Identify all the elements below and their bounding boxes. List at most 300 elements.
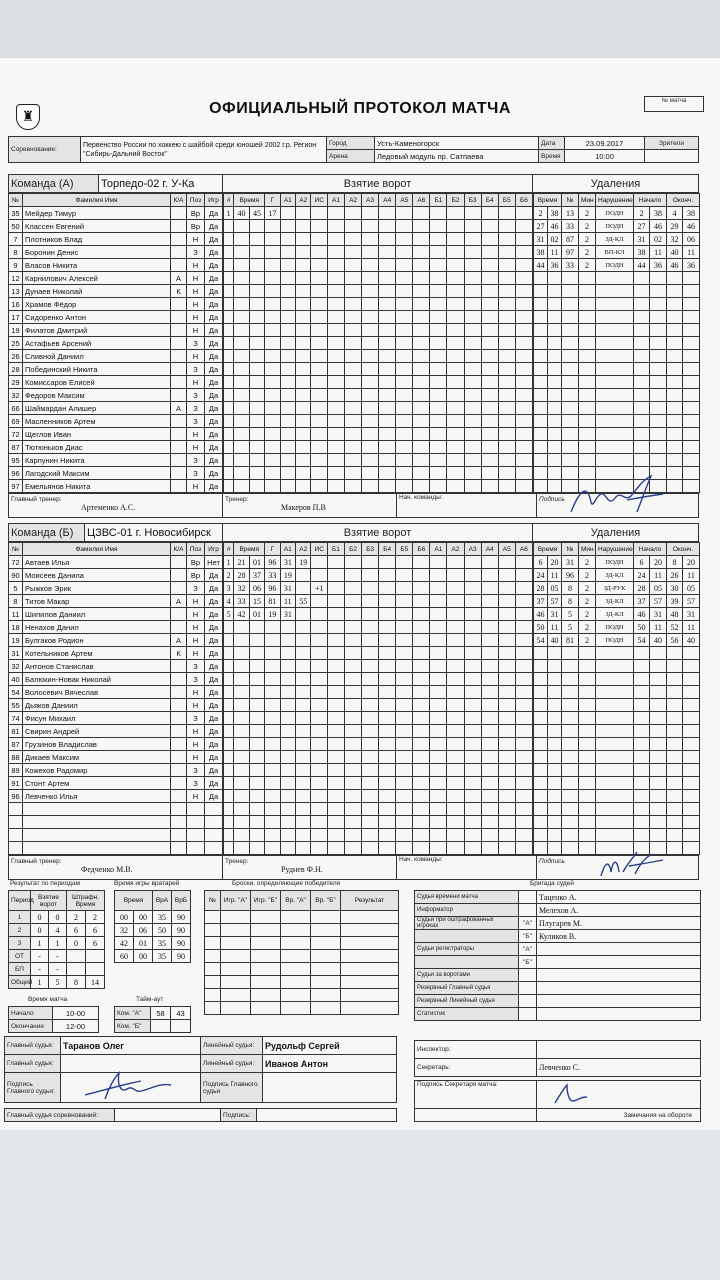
shootout-cell [251,1002,281,1015]
team-b-header [8,523,699,542]
table-row [9,324,223,337]
goal-cell [234,220,249,233]
goal-player-cell [515,389,532,402]
goal-player-cell [447,738,464,751]
goal-player-cell [447,634,464,647]
goal-player-cell [345,480,362,493]
table-row [9,963,105,976]
player-name: Котельников Артем [23,647,171,660]
goal-cell [249,415,264,428]
goal-player-cell [362,259,379,272]
goal-cell [296,428,311,441]
player-number: 17 [9,311,23,324]
penalty-cell [596,764,634,777]
penalty-cell [650,647,667,660]
goal-cell: 15 [249,595,264,608]
penalty-cell [534,428,548,441]
goal-cell [296,480,311,493]
player-position [187,803,205,816]
penalty-cell [534,725,548,738]
player-number: 11 [9,608,23,621]
goal-player-cell [498,272,515,285]
goal-player-cell [464,415,481,428]
penalty-cell [634,738,650,751]
period-cell: - [49,950,67,963]
goal-player-cell [515,337,532,350]
goal-cell [280,803,295,816]
goal-player-cell [481,634,498,647]
goal-player-cell [447,311,464,324]
penalty-cell [650,285,667,298]
player-position: Н [187,738,205,751]
goal-player-cell [430,480,447,493]
goal-player-cell [345,285,362,298]
penalty-cell [683,428,700,441]
goal-cell [280,621,295,634]
inspector-table: Инспектор: Секретарь: Левченко С. [414,1040,701,1077]
table-row [415,956,701,969]
goal-player-cell [464,324,481,337]
table-row [9,402,223,415]
penalty-cell [534,803,548,816]
penalty-cell: 37 [634,595,650,608]
player-name [23,829,171,842]
table-row [9,803,223,816]
table-row [534,220,700,233]
goal-cell [296,712,311,725]
goal-player-cell [327,595,344,608]
table-row [224,582,533,595]
referee-side: "Б" [519,956,537,969]
penalty-cell: 36 [683,259,700,272]
goal-player-cell [396,777,413,790]
goal-cell [311,634,327,647]
goal-cell: 1 [224,556,234,569]
goal-player-cell [481,454,498,467]
goal-player-cell [396,842,413,855]
goal-player-cell [379,324,396,337]
table-row [534,738,700,751]
goal-cell [280,712,295,725]
period-cell: Общий [9,976,31,989]
goal-cell [234,389,249,402]
table-row [9,608,223,621]
referee-side [519,969,537,982]
penalty-cell [596,777,634,790]
goal-player-cell [379,673,396,686]
player-number: 97 [9,480,23,493]
goal-player-cell [362,647,379,660]
goal-player-cell [447,415,464,428]
player-name: Свирин Андрей [23,725,171,738]
shootout-cell [341,989,399,1002]
penalty-cell [634,428,650,441]
goal-cell [265,389,280,402]
goalie-cell: 90 [172,937,191,950]
table-row [534,608,700,621]
penalty-cell [579,428,596,441]
table-row [224,673,533,686]
goal-player-cell [447,660,464,673]
player-position: Вр [187,569,205,582]
goal-player-cell [447,441,464,454]
goal-cell [265,454,280,467]
goal-player-cell [362,454,379,467]
penalty-cell [683,389,700,402]
player-role [171,621,187,634]
goal-player-cell [345,298,362,311]
goal-cell [249,259,264,272]
goal-player-cell [464,337,481,350]
player-plays: Да [205,428,223,441]
goal-cell [296,582,311,595]
goal-player-cell [396,454,413,467]
penalty-cell [683,751,700,764]
goal-player-cell [327,415,344,428]
goal-cell [234,725,249,738]
penalty-cell: ПОДН [596,621,634,634]
match-end: 12-00 [53,1020,99,1033]
goal-cell [249,389,264,402]
goal-cell [265,777,280,790]
shootout-cell [311,963,341,976]
goal-cell [280,389,295,402]
goal-player-cell [362,233,379,246]
goal-cell [296,738,311,751]
table-row [9,950,105,963]
goal-player-cell [430,441,447,454]
team-a-signature-label: Подпись [539,496,565,503]
player-plays: Да [205,712,223,725]
goal-player-cell [396,285,413,298]
goal-cell [296,220,311,233]
player-position: Н [187,595,205,608]
goal-player-cell [345,608,362,621]
penalty-cell [683,285,700,298]
goal-player-cell [396,556,413,569]
goal-player-cell [515,311,532,324]
penalty-cell: ЗД-КЛ [596,233,634,246]
goal-cell: 31 [280,582,295,595]
team-b-coach-label: Тренер: [225,858,249,865]
penalty-cell [667,686,683,699]
table-row [224,660,533,673]
goal-player-cell [396,660,413,673]
player-role: К [171,285,187,298]
goal-player-cell [379,712,396,725]
player-plays [205,842,223,855]
goal-player-cell [430,647,447,660]
penalty-cell [650,725,667,738]
player-number: 88 [9,751,23,764]
player-role [171,311,187,324]
player-plays: Да [205,725,223,738]
penalty-cell: 2 [579,569,596,582]
penalty-cell [667,790,683,803]
goal-player-cell [430,402,447,415]
player-plays: Да [205,608,223,621]
goal-cell [296,207,311,220]
goal-cell [280,350,295,363]
table-row [534,764,700,777]
goal-player-cell [327,467,344,480]
goal-cell [224,324,234,337]
penalty-cell [634,441,650,454]
goal-player-cell [481,402,498,415]
penalty-cell [650,751,667,764]
penalty-cell [683,790,700,803]
penalty-cell: 39 [667,595,683,608]
goal-cell [265,725,280,738]
penalty-cell [596,712,634,725]
penalty-cell [683,467,700,480]
player-plays: Да [205,259,223,272]
goal-cell [234,621,249,634]
player-plays: Да [205,454,223,467]
periods-table: Период Взятие ворот Штрафн. Время 1 0 0 2 2 2 0 4 6 6 3 1 1 0 6 ОТ - - БП - - Общий 1 5 8 14 [8,890,105,989]
goal-cell [249,324,264,337]
table-row [115,924,191,937]
table-row [9,699,223,712]
table-row [9,272,223,285]
goal-cell [224,790,234,803]
goal-player-cell [327,803,344,816]
player-name: Боронин Денис [23,246,171,259]
goal-player-cell [379,350,396,363]
goal-player-cell [362,220,379,233]
goal-player-cell [447,803,464,816]
referee-side [519,904,537,917]
goal-cell [296,350,311,363]
goal-player-cell [327,712,344,725]
penalty-cell: 33 [562,220,579,233]
goal-player-cell [498,608,515,621]
penalty-cell [562,428,579,441]
penalty-cell: 05 [650,582,667,595]
player-role [171,829,187,842]
goal-cell: 28 [234,569,249,582]
player-position: Н [187,647,205,660]
goal-player-cell [447,324,464,337]
goal-cell [296,376,311,389]
goal-cell [224,233,234,246]
table-row [534,259,700,272]
goal-player-cell [362,660,379,673]
goal-player-cell [447,686,464,699]
table-row [9,686,223,699]
goal-cell: +1 [311,582,327,595]
goal-player-cell [481,556,498,569]
goal-player-cell [413,272,430,285]
period-cell: 0 [49,911,67,924]
table-row [9,298,223,311]
team-b-signature-icon [597,848,667,880]
goal-cell [249,621,264,634]
goal-player-cell [413,556,430,569]
penalty-cell: 36 [548,259,562,272]
player-role [171,751,187,764]
goal-cell [265,337,280,350]
goal-player-cell [345,233,362,246]
table-row [224,233,533,246]
player-role [171,569,187,582]
penalty-cell [683,350,700,363]
penalty-cell [683,311,700,324]
goal-player-cell [327,738,344,751]
penalty-cell [634,415,650,428]
goal-cell [224,272,234,285]
goal-player-cell [498,350,515,363]
player-plays: Да [205,595,223,608]
penalty-cell [534,324,548,337]
goal-player-cell [430,712,447,725]
goal-cell [311,738,327,751]
goal-player-cell [345,207,362,220]
penalty-cell [667,777,683,790]
table-row [415,904,701,917]
goal-player-cell [447,272,464,285]
goal-player-cell [498,647,515,660]
period-cell: 5 [49,976,67,989]
shootout-cell [221,911,251,924]
goal-player-cell [327,233,344,246]
goal-player-cell [379,686,396,699]
goal-cell [265,712,280,725]
penalty-cell: 30 [667,582,683,595]
goal-cell [234,441,249,454]
period-cell: 3 [9,937,31,950]
penalty-cell [579,660,596,673]
shootout-cell [205,976,221,989]
player-position: З [187,777,205,790]
goal-cell [311,376,327,389]
team-a-block [8,174,700,518]
table-row [224,441,533,454]
periods-title: Результат по периодам [10,880,81,887]
shootout-cell [251,924,281,937]
goal-cell [311,428,327,441]
goal-player-cell [447,207,464,220]
penalty-cell [579,298,596,311]
goalie-cell: 06 [134,924,153,937]
match-time-table: Начало 10-00 Окончание 12-00 [8,1006,99,1033]
penalty-cell: 2 [579,207,596,220]
penalty-cell [562,816,579,829]
player-role [171,415,187,428]
goal-cell [311,272,327,285]
goal-player-cell [413,595,430,608]
goal-cell [234,350,249,363]
penalty-cell [596,311,634,324]
table-row [224,621,533,634]
goal-cell [249,686,264,699]
penalty-cell: 2 [579,220,596,233]
penalty-cell [667,467,683,480]
player-number: 28 [9,363,23,376]
player-plays: Да [205,647,223,660]
shootout-cell [281,924,311,937]
period-cell: 4 [49,924,67,937]
penalty-cell [579,337,596,350]
goal-cell [249,712,264,725]
goal-player-cell [498,428,515,441]
penalty-cell: ЗД-КЛ [596,608,634,621]
goal-player-cell [498,621,515,634]
goal-cell [280,660,295,673]
table-row [9,764,223,777]
goal-player-cell [515,298,532,311]
penalty-cell [534,376,548,389]
goal-player-cell [498,751,515,764]
goal-player-cell [396,816,413,829]
goal-player-cell [345,751,362,764]
penalty-cell [650,790,667,803]
goal-player-cell [413,777,430,790]
goal-cell [224,467,234,480]
table-row [534,272,700,285]
goal-player-cell [413,764,430,777]
period-cell: 6 [86,924,105,937]
goal-player-cell [362,556,379,569]
shootout-cell [311,976,341,989]
goal-cell [311,363,327,376]
team-a-grid [8,193,700,493]
table-row [534,298,700,311]
referee-side [519,982,537,995]
goal-player-cell [362,777,379,790]
penalty-cell [579,699,596,712]
penalty-cell: 5 [562,608,579,621]
penalty-cell [596,285,634,298]
goal-cell [296,777,311,790]
penalty-cell [650,350,667,363]
player-position: З [187,246,205,259]
penalty-cell [596,647,634,660]
player-position [187,829,205,842]
table-row [534,712,700,725]
match-start: 10-00 [53,1007,99,1020]
goal-player-cell [515,699,532,712]
player-role [171,699,187,712]
goal-player-cell [515,738,532,751]
goal-cell [234,816,249,829]
goal-player-cell [515,634,532,647]
player-role [171,389,187,402]
player-role [171,337,187,350]
penalty-cell [634,454,650,467]
penalty-cell [579,647,596,660]
penalty-cell [534,415,548,428]
table-row [224,712,533,725]
player-name: Комиссаров Елисей [23,376,171,389]
goal-cell: 19 [265,608,280,621]
penalty-cell [534,777,548,790]
penalty-cell [579,790,596,803]
goal-player-cell [362,363,379,376]
goal-player-cell [379,246,396,259]
goal-player-cell [515,712,532,725]
goal-cell [224,699,234,712]
penalty-cell [667,376,683,389]
goal-cell [296,569,311,582]
player-number: 50 [9,220,23,233]
goal-cell [224,285,234,298]
referee-role: Судья времени матча [415,891,519,904]
penalty-cell: 8 [562,595,579,608]
goal-player-cell [396,428,413,441]
player-plays: Да [205,337,223,350]
penalty-cell: 11 [548,621,562,634]
